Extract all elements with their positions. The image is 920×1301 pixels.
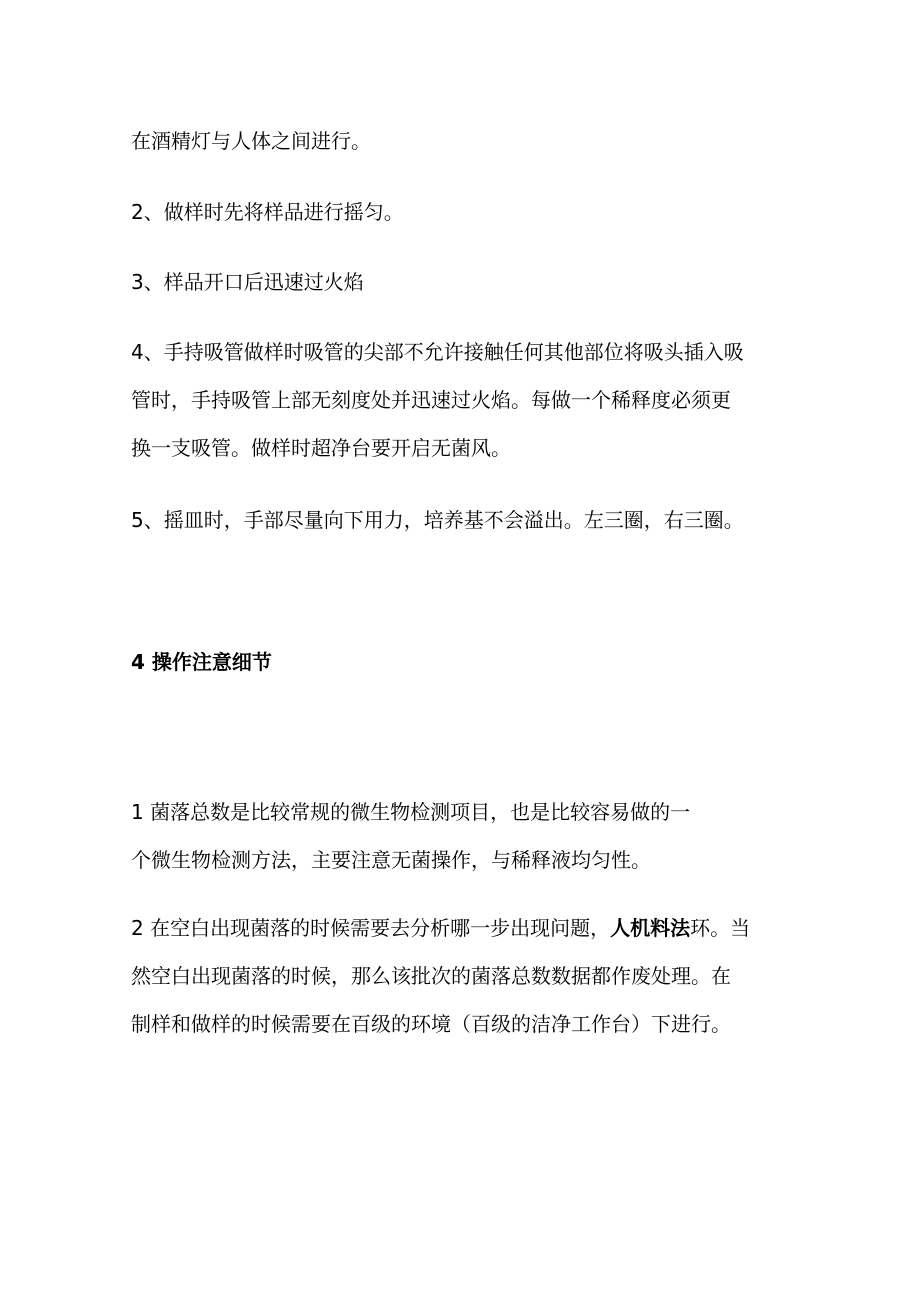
- note-line-3-text-after: 环。当: [690, 916, 751, 940]
- step-line-5: 管时，手持吸管上部无刻度处并迅速过火焰。每做一个稀释度必须更: [131, 388, 731, 412]
- step-line-6: 换一支吸管。做样时超净台要开启无菌风。: [131, 436, 511, 460]
- note-line-4: 然空白出现菌落的时候，那么该批次的菌落总数数据都作废处理。在: [131, 964, 731, 988]
- step-line-2: 2、做样时先将样品进行摇匀。: [131, 200, 404, 224]
- note-line-5: 制样和做样的时候需要在百级的环境（百级的洁净工作台）下进行。: [131, 1012, 731, 1036]
- note-line-3: [131, 914, 750, 942]
- step-line-3: 3、样品开口后迅速过火焰: [131, 270, 364, 294]
- step-line-4: 4、手持吸管做样时吸管的尖部不允许接触任何其他部位将吸头插入吸: [131, 340, 744, 364]
- step-line-7: 5、摇皿时，手部尽量向下用力，培养基不会溢出。左三圈，右三圈。: [131, 508, 744, 532]
- section-heading: 4 操作注意细节: [131, 650, 272, 674]
- note-line-2: 个微生物检测方法，主要注意无菌操作，与稀释液均匀性。: [131, 848, 651, 872]
- step-line-1: 在酒精灯与人体之间进行。: [131, 129, 371, 153]
- note-line-3-bold-text: 人机料法: [610, 916, 691, 940]
- note-line-3-text-before: 2 在空白出现菌落的时候需要去分析哪一步出现问题，: [131, 916, 611, 940]
- note-line-1: 1 菌落总数是比较常规的微生物检测项目，也是比较容易做的一: [131, 800, 691, 824]
